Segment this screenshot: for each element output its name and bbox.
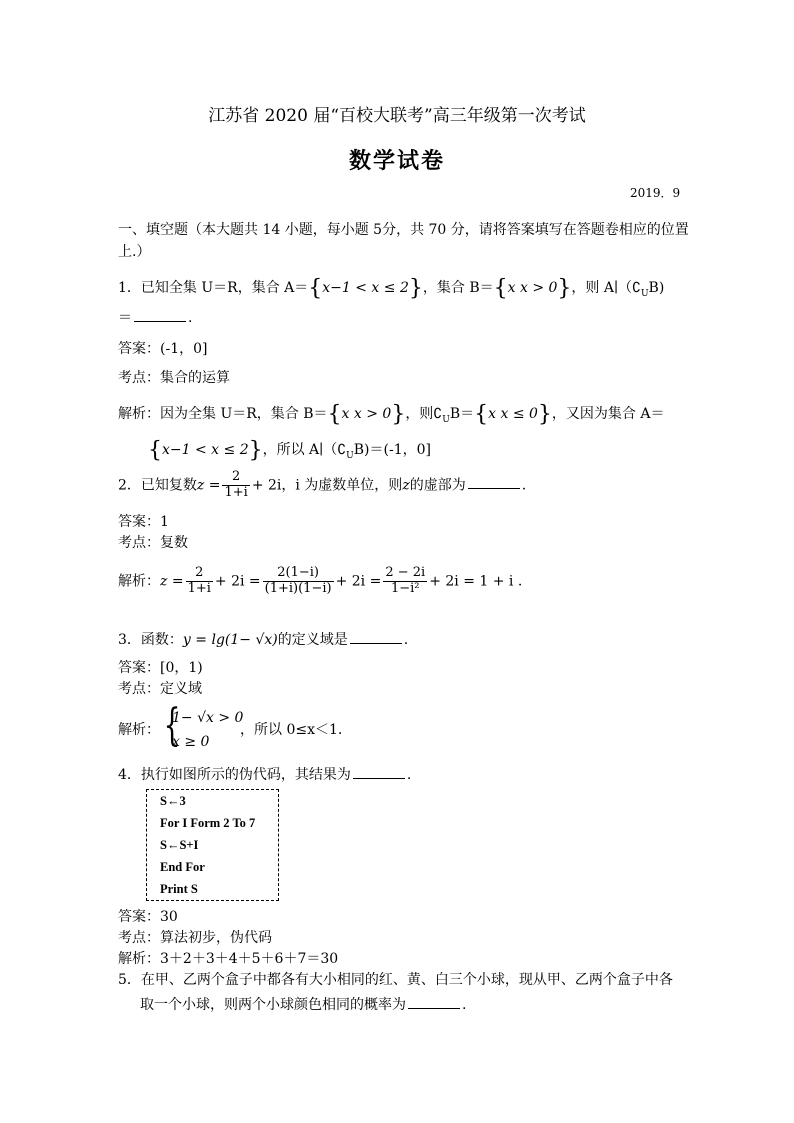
q3-stem-b: 的定义域是 (277, 632, 348, 648)
q5-line2: 取一个小球，则两个小球颜色相同的概率为 (140, 997, 406, 1013)
q2-a-frac1 (186, 566, 213, 597)
question-5: 5．在甲、乙两个盒子中都各有大小相同的红、黄、白三个小球，现从甲、乙两个盒子中各 (118, 972, 673, 988)
q1-set-b: x x > 0 (507, 280, 558, 296)
q2-topic: 考点：复数 (118, 535, 188, 551)
answer-blank (468, 475, 520, 489)
q2-stem-b: + 2i，i 为虚数单位，则 (251, 477, 403, 494)
q2-analysis-label: 解析： (118, 573, 160, 590)
q2-frac-num: 2 (222, 470, 249, 486)
q2-z-eq: z = (196, 477, 221, 494)
answer-blank (350, 630, 402, 644)
q1-analysis-a: 解析：因为全集 U＝R，集合 B＝ (118, 406, 328, 422)
q1-answer-blank (118, 308, 192, 327)
question-2 (118, 470, 526, 501)
q2-answer: 答案：1 (118, 514, 169, 530)
q2-a-f1-num: 2 (186, 566, 213, 582)
q3-func: y = lg(1− √x) (182, 632, 278, 648)
q2-a-p2: + 2i = (335, 573, 382, 590)
period: . (521, 477, 527, 494)
q1-set-a: x−1 < x ≤ 2 (322, 280, 409, 296)
period: . (188, 310, 193, 326)
period: . (462, 997, 467, 1013)
question-1: 1．已知全集 U＝R，集合 A＝{x−1 < x ≤ 2}，集合 B＝{x x > 0}，则 $A∣(∁_UB)$ (118, 276, 665, 301)
q3-answer: 答案：[0，1) (118, 660, 203, 676)
q3-cond2: x ≥ 0 (172, 734, 210, 750)
q1-stem-a: 1．已知全集 U＝R，集合 A＝ (118, 280, 309, 296)
section-heading: 一、填空题（本大题共 14 小题，每小题 5分，共 70 分，请将答案填写在答题卷相应的位置 (118, 222, 689, 238)
pseudocode-box (146, 789, 279, 901)
q3-topic: 考点：定义域 (118, 681, 202, 697)
answer-blank (353, 765, 405, 779)
q1-analysis-e: ，所以 A∣（∁ (262, 442, 347, 458)
question-5-cont (140, 995, 466, 1014)
q1-analysis-set3: x−1 < x ≤ 2 (162, 442, 249, 458)
q3-analysis-label: 解析： (118, 722, 160, 738)
q1-stem-d: B) (648, 280, 665, 296)
code-line: End For (160, 860, 205, 874)
q2-a-p1: + 2i = (214, 573, 261, 590)
q1-analysis-set1: x x > 0 (341, 406, 392, 422)
q4-analysis: 解析：3＋2＋3＋4＋5＋6＋7＝30 (118, 951, 339, 967)
q2-frac-den: 1+i (224, 484, 248, 500)
q1-equals: ＝ (118, 310, 132, 326)
exam-title: 江苏省 2020 届“百校大联考”高三年级第一次考试 (208, 106, 586, 126)
code-line: S←3 (160, 794, 186, 808)
q1-topic: 考点：集合的运算 (118, 370, 230, 386)
q1-analysis-c: B＝ (449, 406, 475, 422)
q2-fraction (222, 470, 249, 501)
period: . (406, 767, 412, 783)
q2-z: z (402, 477, 410, 494)
q2-stem-c: 的虚部为 (409, 477, 466, 494)
q1-stem-c: ，则 A∣（∁ (571, 280, 641, 296)
exam-subtitle: 数学试卷 (348, 148, 445, 174)
q4-answer: 答案：30 (118, 909, 178, 925)
q1-answer: 答案：(-1，0] (118, 341, 208, 357)
q2-stem-a: 2．已知复数 (118, 477, 197, 494)
q1-analysis-b: ，则∁ (405, 406, 443, 422)
q1-analysis-cont: {x−1 < x ≤ 2}，所以 $A∣(∁_UB)=(-1$，0] (148, 438, 431, 463)
period: . (403, 632, 409, 648)
q2-analysis (118, 566, 522, 597)
q4-topic: 考点：算法初步，伪代码 (118, 930, 272, 946)
exam-date: 2019．9 (630, 186, 681, 200)
question-4 (118, 765, 411, 784)
q1-analysis-set2: x x ≤ 0 (488, 406, 538, 422)
code-line: For I Form 2 To 7 (160, 816, 256, 830)
q1-analysis: 解析：因为全集 U＝R，集合 B＝{x x > 0}，则$∁_UB=\{x$ x ≤ 0}，又因为集合 A＝ (118, 402, 665, 427)
q2-a-f3-den: 1−i² (390, 580, 420, 596)
question-3 (118, 630, 408, 649)
section-heading-cont: 上.） (118, 244, 151, 260)
q1-sub-u3: U (346, 450, 354, 461)
q1-analysis-d: ，又因为集合 A＝ (551, 406, 665, 422)
q3-stem-a: 3．函数： (118, 632, 183, 648)
q3-cond1: 1− √x > 0 (172, 710, 244, 726)
q2-a-f1-den: 1+i (187, 580, 211, 596)
q2-a-f2-num: 2(1−i) (263, 566, 334, 582)
q3-analysis-end: ，所以 0≤x＜1. (240, 722, 343, 738)
q2-a-frac2 (263, 566, 334, 597)
q1-sub-u2: U (442, 414, 450, 425)
q1-stem-b: ，集合 B＝ (422, 280, 494, 296)
q2-a-f3-num: 2 − 2i (385, 565, 426, 580)
q4-stem: 4．执行如图所示的伪代码，其结果为 (118, 767, 351, 783)
q1-analysis-f: B)＝(-1，0] (353, 442, 431, 458)
code-line: S←S+I (160, 838, 199, 852)
code-line: Print S (160, 882, 198, 896)
q2-a-z: z = (160, 573, 184, 590)
q1-sub-u: U (640, 288, 649, 299)
q2-a-p3: + 2i = 1 + i . (429, 573, 523, 590)
q2-a-frac3 (383, 566, 427, 597)
answer-blank (408, 995, 460, 1009)
q2-a-f2-den: (1+i)(1−i) (264, 580, 332, 596)
answer-blank (134, 308, 186, 322)
system-brace: { (163, 700, 181, 751)
